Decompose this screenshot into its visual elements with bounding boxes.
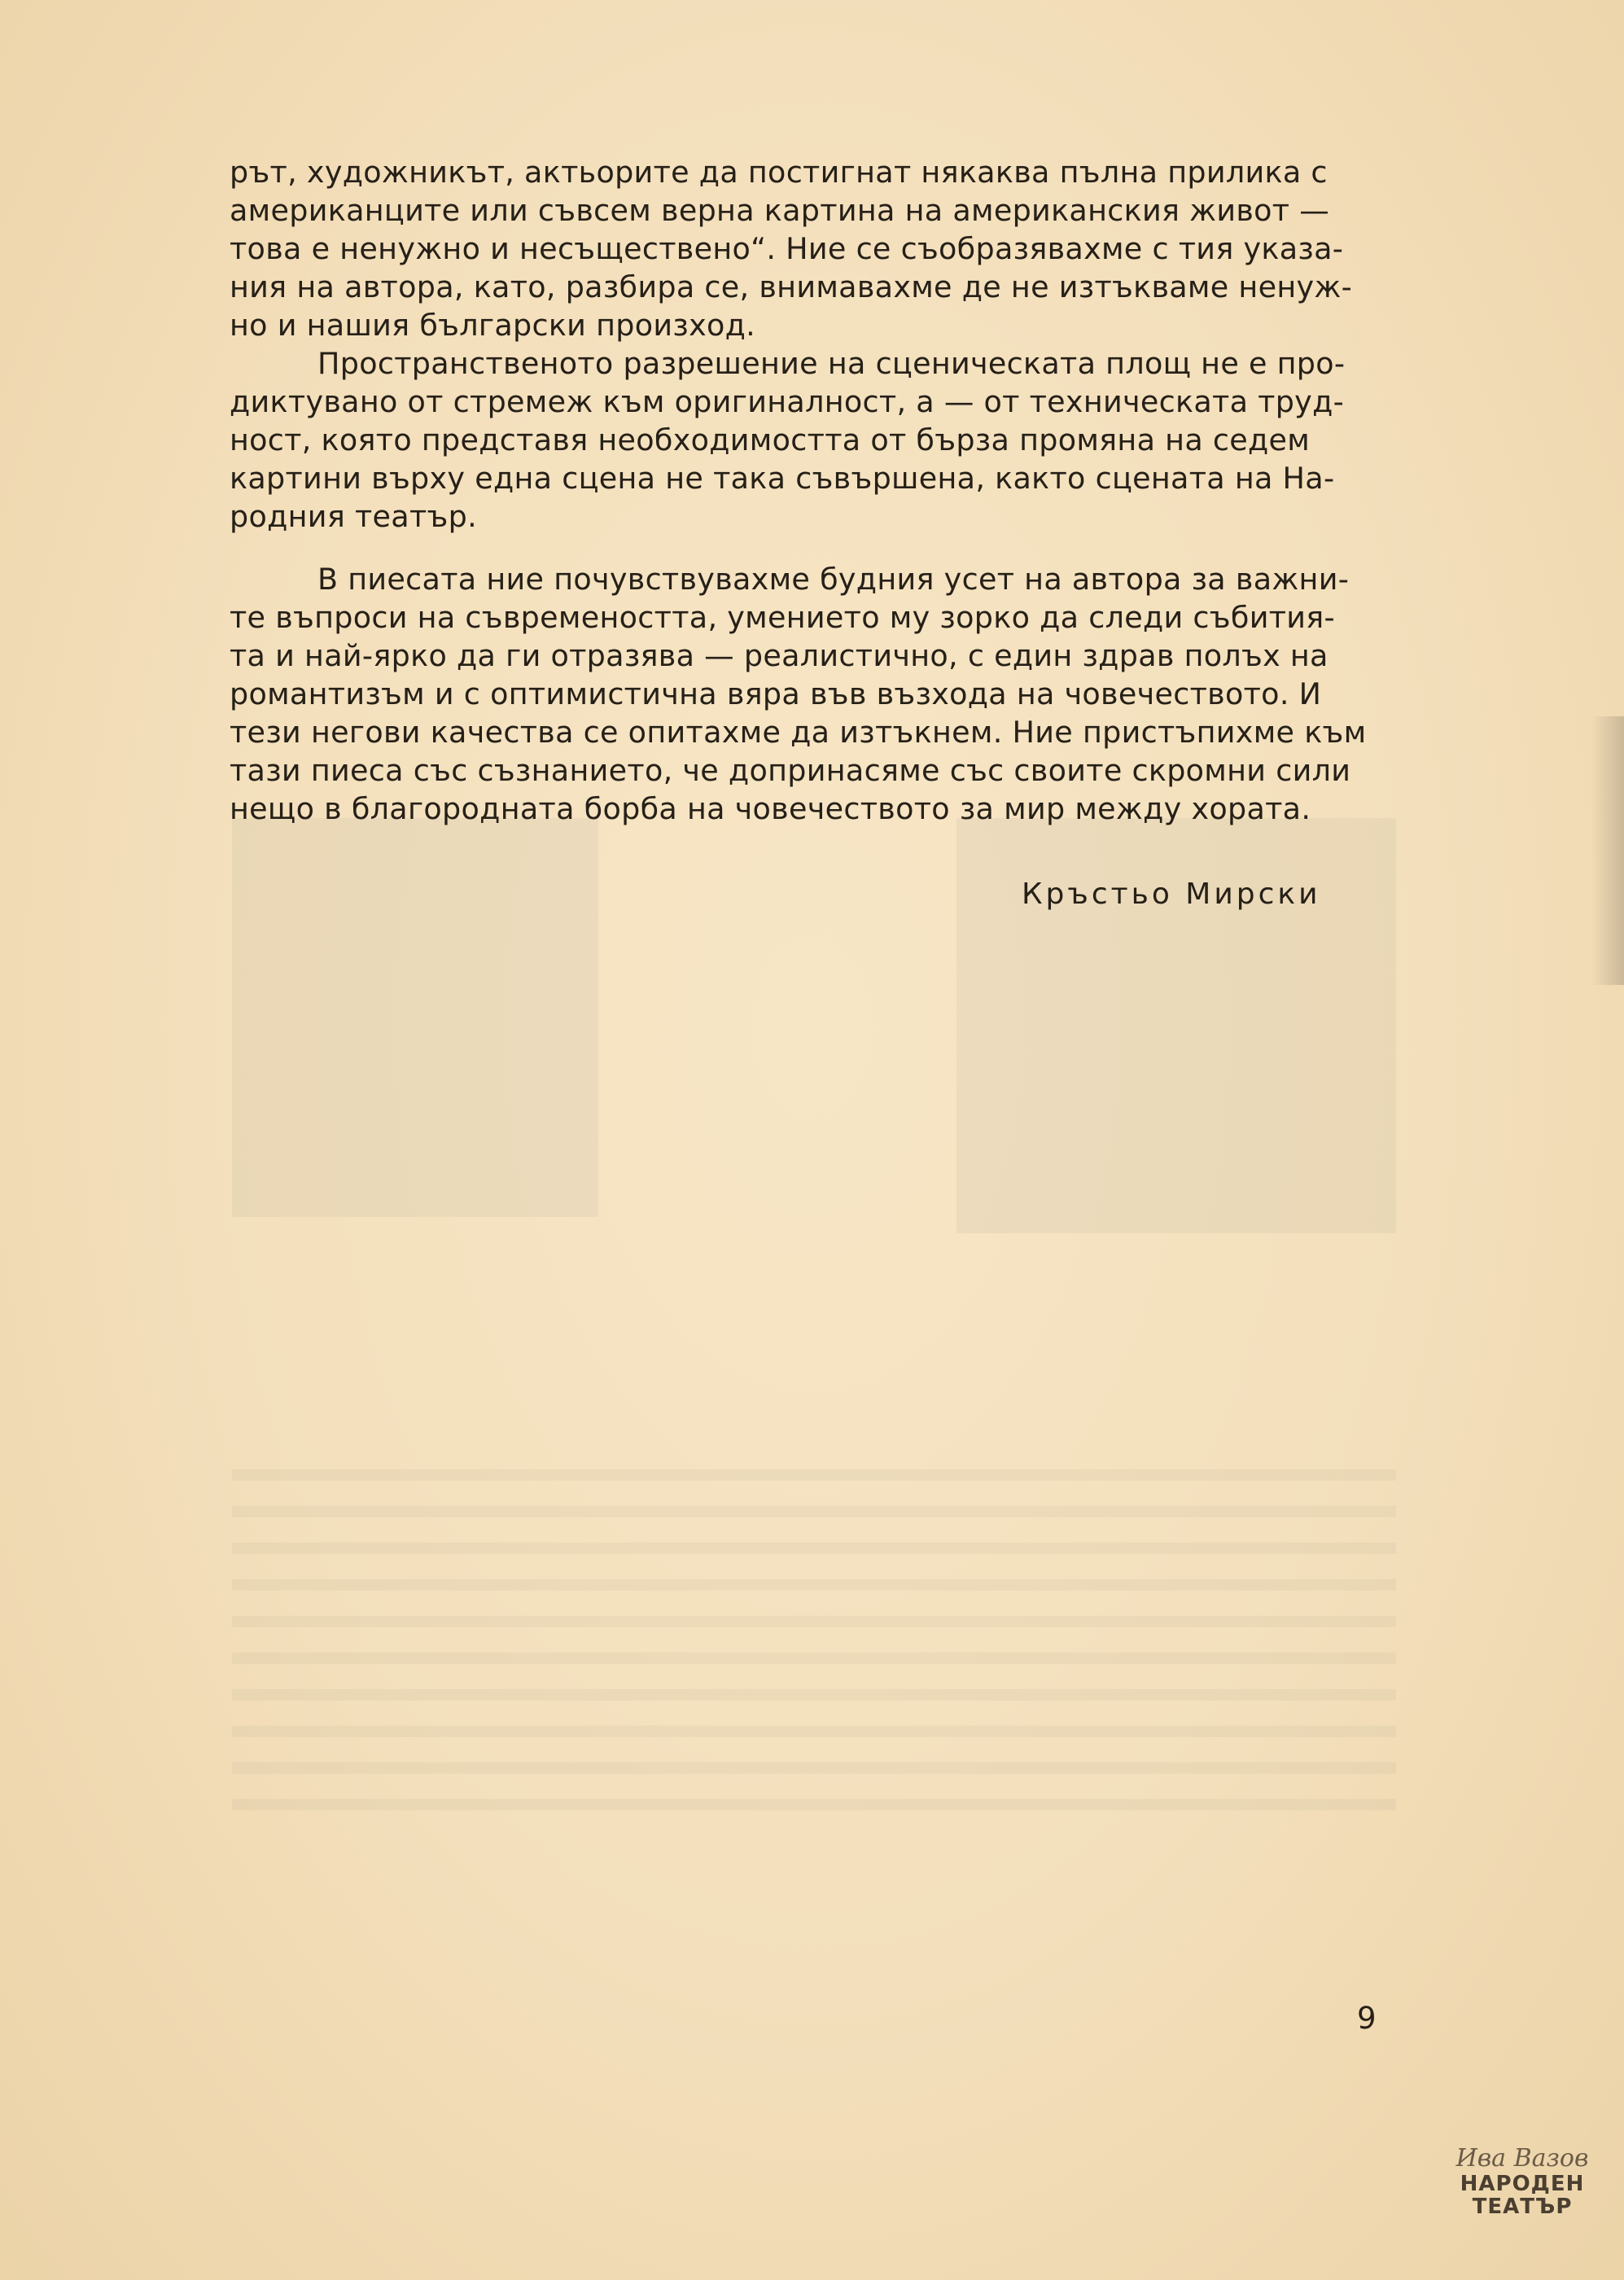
text-line: това е ненужно и несъществено“. Ние се съобразявахме с тия указа- [230, 231, 1344, 266]
text-line: родния театър. [230, 499, 477, 534]
text-line: рът, художникът, актьорите да постигнат някаква пълна прилика с [230, 155, 1328, 190]
body-text [230, 153, 1369, 828]
text-line: но и нашия български произход. [230, 308, 756, 343]
show-through-text [232, 1469, 1396, 1811]
text-line: нещо в благородната борба на човечеството за мир между хората. [230, 791, 1311, 826]
paper-edge-damage [1591, 716, 1624, 985]
text-line: романтизъм и с оптимистична вяра във възхода на човечеството. И [230, 676, 1322, 711]
text-line: Пространственото разрешение на сценическата площ не е про- [317, 346, 1346, 381]
national-theatre-stamp [1441, 2145, 1604, 2238]
stamp-line-2: ТЕАТЪР [1472, 2195, 1573, 2219]
text-line: те въпроси на съвремеността, умението му зорко да следи събития- [230, 600, 1336, 635]
page-number: 9 [1357, 2001, 1377, 2036]
paragraph-2 [230, 344, 1369, 536]
stamp-line-1: НАРОДЕН [1460, 2172, 1585, 2196]
text-line: ния на автора, като, разбира се, внимавахме де не изтъкваме ненуж- [230, 269, 1353, 304]
paragraph-1 [230, 153, 1369, 344]
text-line: диктувано от стремеж към оригиналност, а — от техническата труд- [230, 384, 1345, 419]
text-line: ност, която представя необходимостта от бърза промяна на седем [230, 422, 1311, 457]
text-line: картини върху една сцена не така съвършена, както сцената на На- [230, 461, 1335, 496]
stamp-script-logo: Ива Вазов [1455, 2144, 1589, 2173]
text-line: американците или съвсем верна картина на американския живот — [230, 193, 1330, 228]
paragraph-3 [230, 560, 1369, 828]
text-line: та и най-ярко да ги отразява — реалистично, с един здрав полъх на [230, 638, 1329, 673]
text-line: тези негови качества се опитахме да изтъкнем. Ние пристъпихме към [230, 715, 1367, 750]
text-line: В пиесата ние почувствувахме будния усет на автора за важни- [317, 562, 1350, 597]
show-through-image-left [232, 818, 598, 1217]
text-line: тази пиеса със съзнанието, че допринасяме със своите скромни сили [230, 753, 1351, 788]
author-signature: Кръстьо Мирски [1022, 877, 1321, 911]
